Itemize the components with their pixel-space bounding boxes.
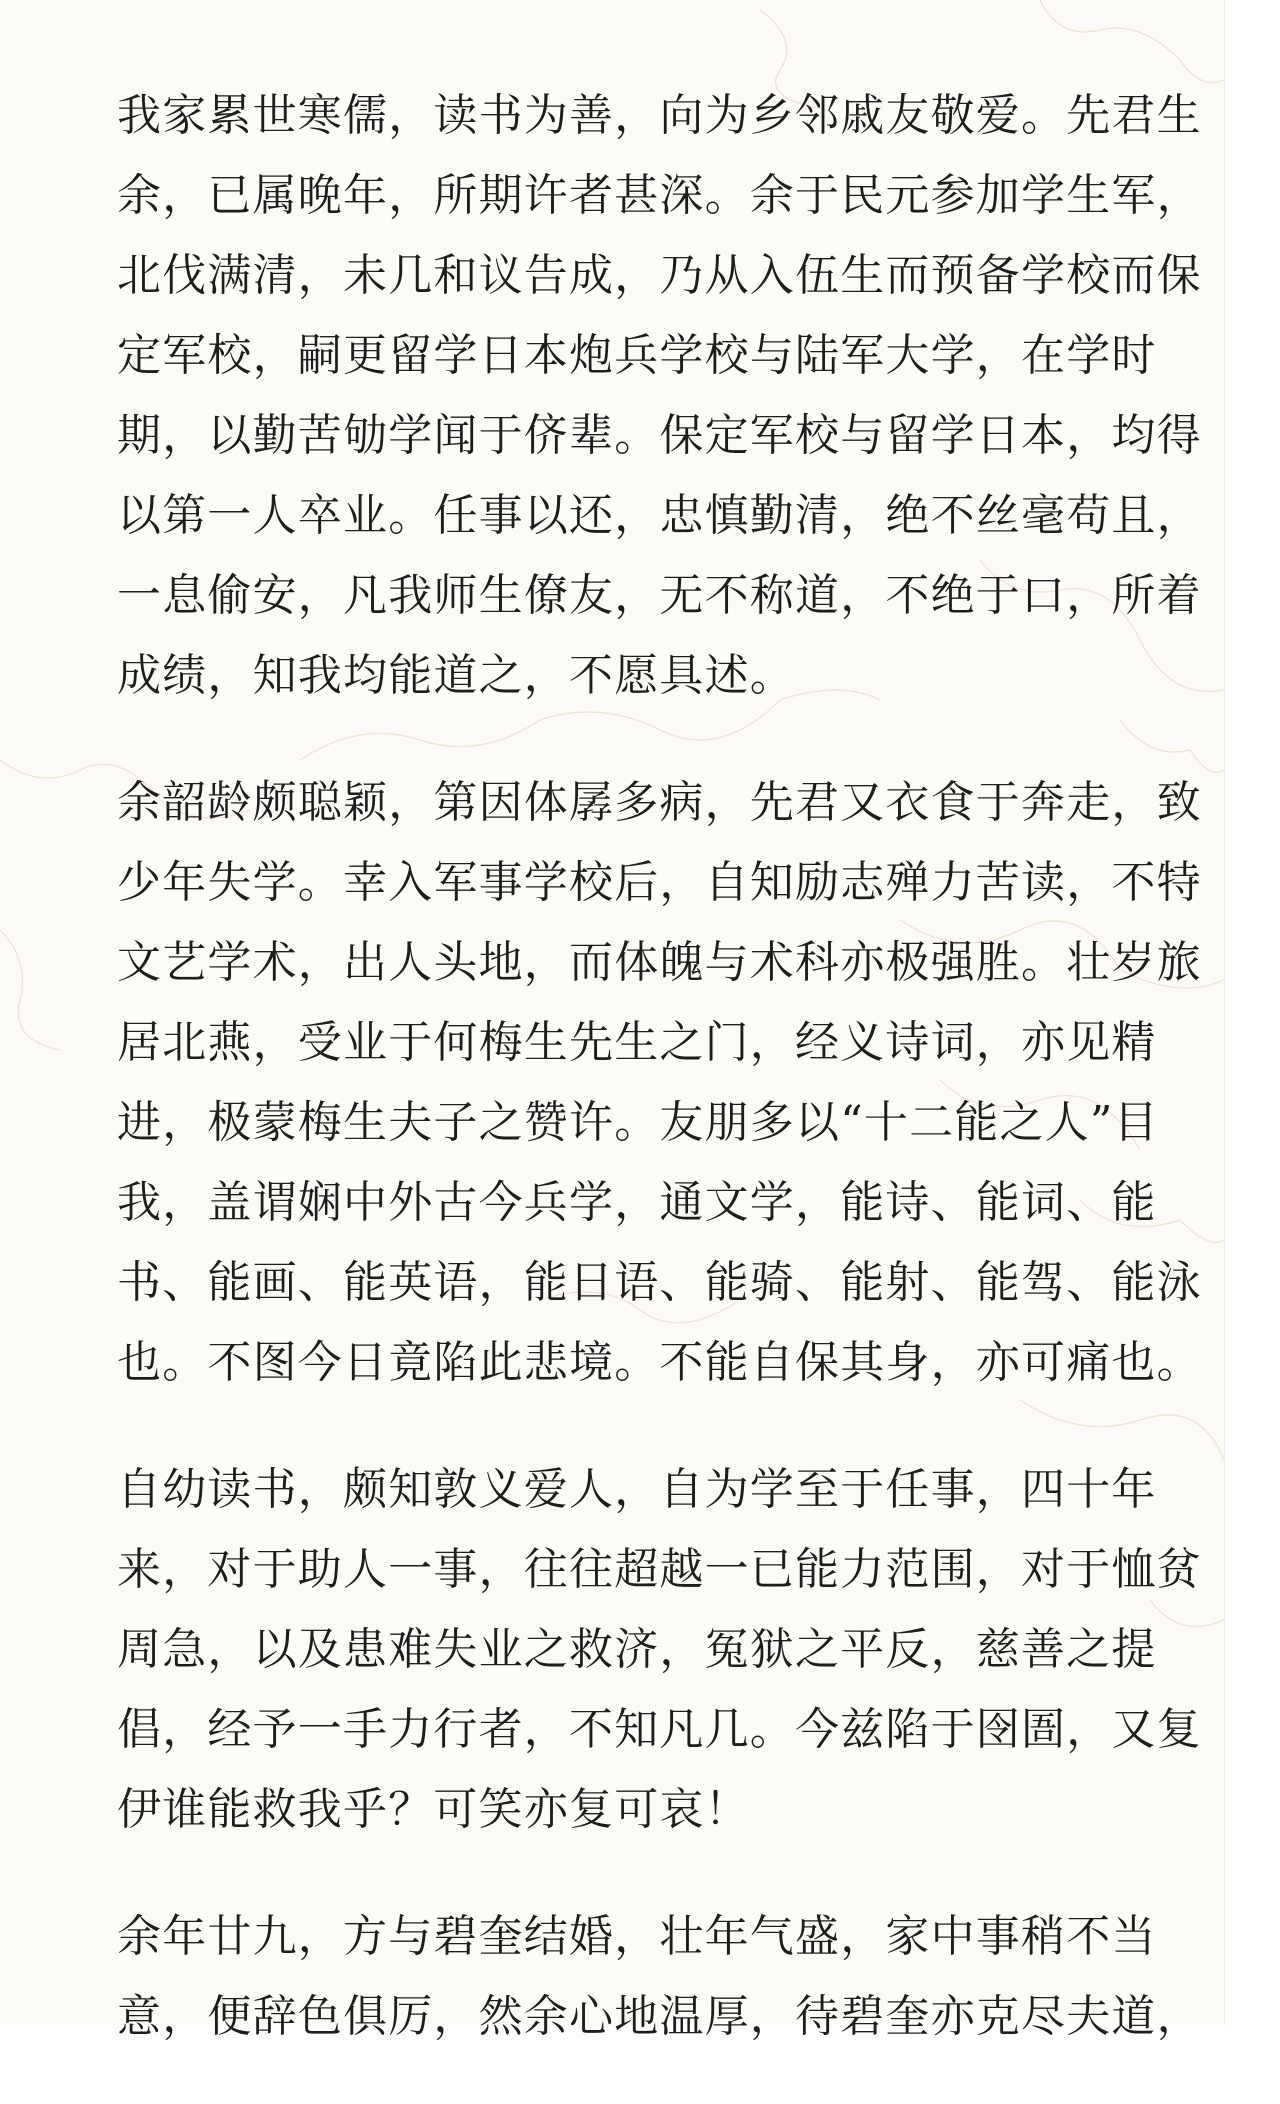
article-paragraph (117, 76, 1212, 716)
text-line: 余，已属晚年，所期许者甚深。余于民元参加学生军， (117, 170, 1202, 221)
text-line: 北伐满清，未几和议告成，乃从入伍生而预备学校而保 (117, 250, 1202, 301)
text-line: 也。不图今日竟陷此悲境。不能自保其身，亦可痛也。 (117, 1337, 1202, 1388)
article-body (117, 76, 1212, 2104)
text-line: 书、能画、能英语，能日语、能骑、能射、能驾、能泳 (117, 1257, 1202, 1308)
text-line: 以第一人卒业。任事以还，忠慎勤清，绝不丝毫苟且， (117, 490, 1202, 541)
text-line: 余年廿九，方与碧奎结婚，壮年气盛，家中事稍不当 (117, 1911, 1157, 1962)
text-line: 居北燕，受业于何梅生先生之门，经义诗词，亦见精 (117, 1017, 1157, 1068)
text-line: 成绩，知我均能道之，不愿具述。 (117, 650, 795, 701)
text-line: 倡，经予一手力行者，不知凡几。今兹陷于囹圄，又复 (117, 1704, 1202, 1755)
text-line: 文艺学术，出人头地，而体魄与术科亦极强胜。壮岁旅 (117, 937, 1202, 988)
text-line: 定军校，嗣更留学日本炮兵学校与陆军大学，在学时 (117, 330, 1157, 381)
text-line: 周急，以及患难失业之救济，冤狱之平反，慈善之提 (117, 1624, 1157, 1675)
text-line: 期，以勤苦劬学闻于侪辈。保定军校与留学日本，均得 (117, 410, 1202, 461)
article-paragraph (117, 763, 1212, 1403)
text-line: 余韶龄颇聪颖，第因体孱多病，先君又衣食于奔走，致 (117, 777, 1202, 828)
text-line: 意，便辞色俱厉，然余心地温厚，待碧奎亦克尽夫道， (117, 1991, 1202, 2042)
text-line: 进，极蒙梅生夫子之赞许。友朋多以“十二能之人”目 (117, 1097, 1159, 1148)
article-paragraph (117, 1897, 1212, 2057)
article-paragraph (117, 1450, 1212, 1850)
text-line: 我，盖谓娴中外古今兵学，通文学，能诗、能词、能 (117, 1177, 1157, 1228)
text-line: 少年失学。幸入军事学校后，自知励志殚力苦读，不特 (117, 857, 1202, 908)
text-line: 一息偷安，凡我师生僚友，无不称道，不绝于口，所着 (117, 570, 1202, 621)
text-line: 伊谁能救我乎？可笑亦复可哀！ (117, 1784, 750, 1835)
text-line: 自幼读书，颇知敦义爱人，自为学至于任事，四十年 (117, 1464, 1157, 1515)
text-line: 来，对于助人一事，往往超越一已能力范围，对于恤贫 (117, 1544, 1202, 1595)
scrollbar-track[interactable] (1224, 0, 1280, 2025)
text-line: 我家累世寒儒，读书为善，向为乡邻戚友敬爱。先君生 (117, 90, 1202, 141)
